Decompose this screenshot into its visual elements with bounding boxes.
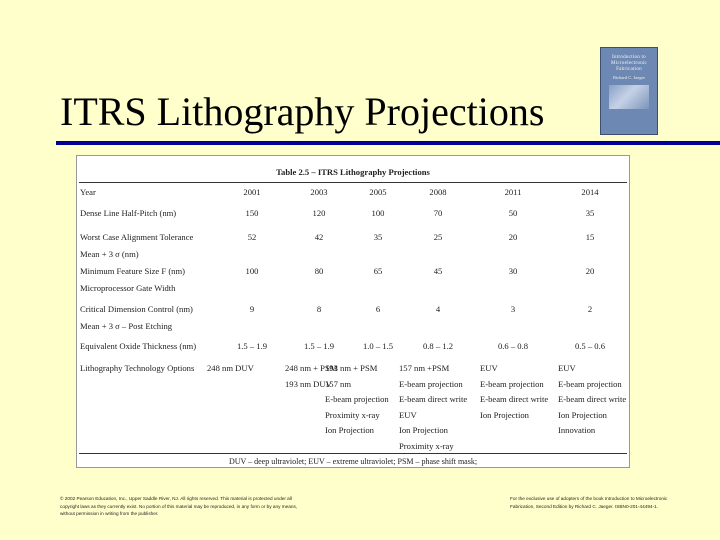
table-row-label: Worst Case Alignment Tolerance — [80, 232, 194, 242]
litho-option: Ion Projection — [558, 409, 607, 420]
book-cover-author: Richard C. Jaeger — [612, 75, 646, 80]
table-cell: 3 — [510, 304, 516, 314]
litho-option: E-beam projection — [480, 378, 544, 389]
table-header-cell: 2003 — [310, 187, 328, 197]
table-cell: 30 — [508, 266, 518, 276]
table-cell: 1.0 – 1.5 — [362, 341, 394, 351]
table-cell: 45 — [433, 266, 443, 276]
litho-option: E-beam direct write — [399, 394, 468, 404]
litho-option: Proximity x-ray — [325, 409, 380, 420]
table-row-label: Dense Line Half-Pitch (nm) — [80, 208, 177, 218]
litho-option: E-beam direct write — [480, 394, 549, 404]
litho-option: E-beam projection — [558, 378, 622, 389]
table-header-year: Year — [80, 187, 96, 197]
book-cover-art — [609, 85, 649, 109]
litho-option: Ion Projection — [325, 425, 374, 435]
litho-option: E-beam projection — [325, 394, 389, 404]
litho-option: EUV — [480, 363, 498, 373]
table-cell: 6 — [375, 304, 381, 314]
table-cell: 1.5 – 1.9 — [303, 341, 335, 351]
table-cell: 50 — [508, 208, 518, 218]
table-header-cell: 2005 — [369, 187, 387, 197]
table-cell: 35 — [585, 208, 595, 218]
table-header-cell: 2014 — [581, 187, 599, 197]
litho-option: E-beam projection — [399, 378, 463, 389]
table-row-label: Critical Dimension Control (nm) — [80, 304, 193, 314]
table-cell: 20 — [585, 266, 595, 276]
itrs-table — [76, 155, 630, 468]
table-cell: 8 — [316, 304, 322, 314]
litho-option: Ion Projection — [399, 425, 448, 435]
table-top-rule — [79, 182, 627, 183]
title-underline — [56, 141, 720, 145]
table-header-cell: 2001 — [243, 187, 261, 197]
table-cell: 0.5 – 0.6 — [574, 341, 606, 351]
table-cell: 100 — [245, 266, 259, 276]
slide-title: ITRS Lithography Projections — [60, 89, 545, 134]
litho-option: EUV — [558, 363, 576, 373]
table-row-label: Microprocessor Gate Width — [80, 283, 176, 293]
copyright-notice: © 2002 Pearson Education, Inc., Upper Saddle River, NJ. All rights reserved. This material is protected under all copyright laws as they currently exist. No portion of this material may be reproduced, in any form or by any means, without permission in writing from the publisher. — [60, 496, 298, 516]
litho-option: 248 nm DUV — [207, 363, 254, 373]
table-row-label: Minimum Feature Size F (nm) — [80, 266, 186, 276]
table-footnote: DUV – deep ultraviolet; EUV – extreme ultraviolet; PSM – phase shift mask; — [228, 457, 478, 466]
table-cell: 65 — [373, 266, 383, 276]
litho-option: Innovation — [558, 425, 596, 435]
table-cell: 0.6 – 0.8 — [497, 341, 529, 351]
table-cell: 4 — [435, 304, 441, 314]
table-cell: 25 — [433, 232, 443, 242]
table-cell: 0.8 – 1.2 — [422, 341, 454, 351]
litho-option: E-beam direct write — [558, 394, 627, 404]
table-cell: 9 — [249, 304, 255, 314]
table-cell: 42 — [314, 232, 324, 242]
table-row-label: Equivalent Oxide Thickness (nm) — [80, 341, 197, 351]
litho-option: 193 nm DUV — [285, 378, 332, 389]
table-cell: 120 — [312, 208, 326, 218]
litho-options-label: Lithography Technology Options — [80, 363, 195, 373]
litho-option: 157 nm +PSM — [399, 363, 450, 373]
table-row-label: Mean + 3 σ – Post Etching — [80, 321, 173, 331]
litho-option: 193 nm + PSM — [325, 363, 378, 373]
table-cell: 35 — [373, 232, 383, 242]
table-cell: 150 — [245, 208, 259, 218]
table-cell: 70 — [433, 208, 443, 218]
table-cell: 52 — [247, 232, 257, 242]
table-cell: 80 — [314, 266, 324, 276]
litho-option: 157 nm — [325, 378, 352, 389]
litho-option: 248 nm + PSM — [285, 363, 338, 373]
litho-option: EUV — [399, 409, 417, 420]
table-cell: 100 — [371, 208, 385, 218]
table-cell: 1.5 – 1.9 — [236, 341, 268, 351]
book-cover-image — [600, 47, 658, 135]
table-row-label: Mean + 3 σ (nm) — [80, 249, 139, 259]
litho-option: Ion Projection — [480, 409, 529, 420]
adopter-notice: For the exclusive use of adopters of the book Introduction to Microelectronic Fabrication, Second Edition by Richard C. Jaeger. ISBN0-201-44494-1. — [510, 496, 668, 509]
table-cell: 15 — [585, 232, 595, 242]
table-cell: 20 — [508, 232, 518, 242]
table-cell: 2 — [587, 304, 593, 314]
table-caption: Table 2.5 – ITRS Lithography Projections — [276, 167, 430, 177]
litho-option: Proximity x-ray — [399, 440, 454, 451]
table-header-cell: 2011 — [504, 187, 522, 197]
table-bottom-rule — [79, 453, 627, 454]
book-cover-title: Introduction to Microelectronic Fabrication — [610, 54, 648, 72]
table-header-cell: 2008 — [429, 187, 447, 197]
